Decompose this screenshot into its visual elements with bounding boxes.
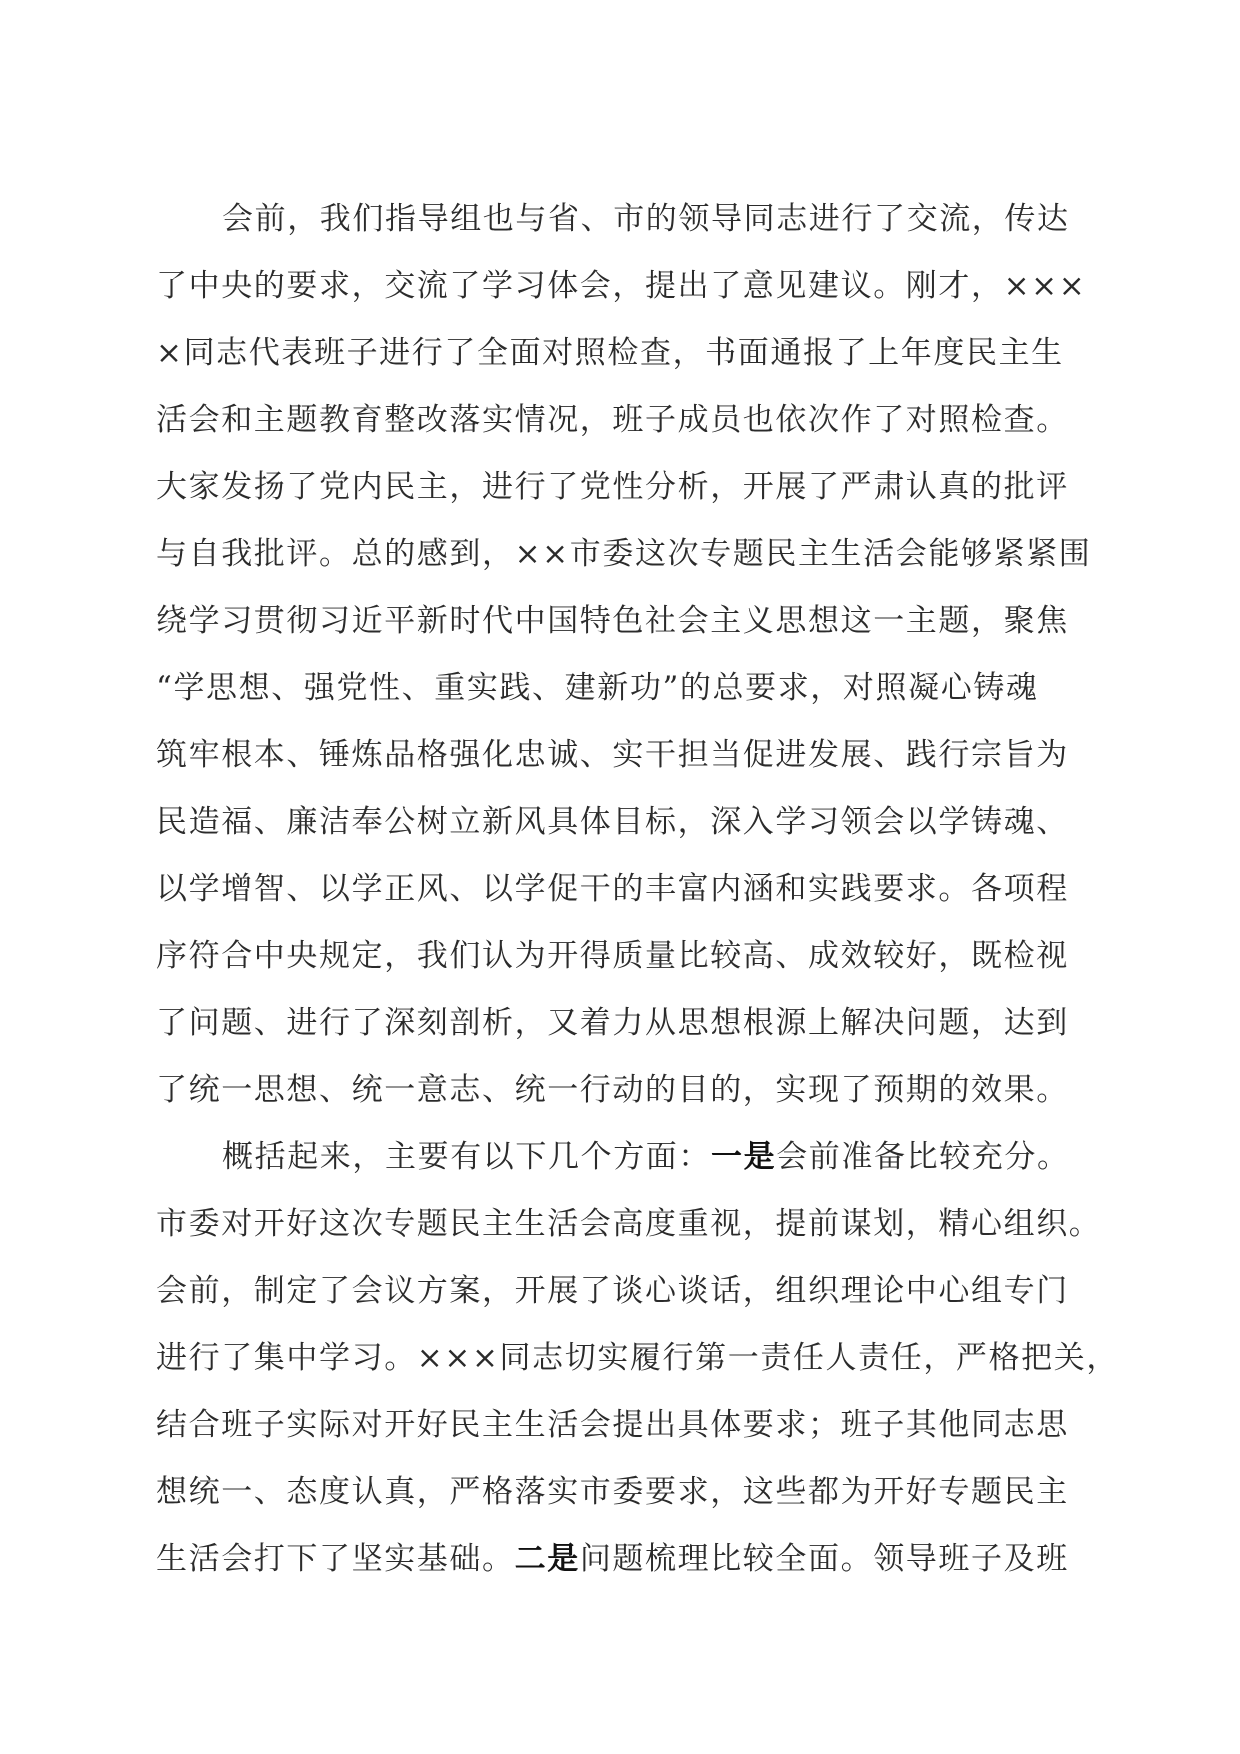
paragraph-2-line-2: 市委对开好这次专题民主生活会高度重视，提前谋划，精心组织。: [156, 1206, 1102, 1242]
paragraph-2-line-1-start: 概括起来，主要有以下几个方面：: [222, 1139, 711, 1175]
emphasis-second-point: 二是: [514, 1541, 580, 1577]
paragraph-2-line-3: 会前，制定了会议方案，开展了谈心谈话，组织理论中心组专门: [156, 1273, 1069, 1309]
emphasis-first-point: 一是: [711, 1139, 777, 1175]
paragraph-2-line-4: 进行了集中学习。×××同志切实履行第一责任人责任，严格把关，: [156, 1340, 1119, 1376]
paragraph-2-line-7: [156, 1526, 1091, 1593]
paragraph-1-line-3: ×同志代表班子进行了全面对照检查，书面通报了上年度民主生: [156, 335, 1064, 371]
paragraph-1-line-2: 了中央的要求，交流了学习体会，提出了意见建议。刚才，×××: [156, 268, 1087, 304]
paragraph-1-line-13: 了问题、进行了深刻剖析，又着力从思想根源上解决问题，达到: [156, 1005, 1069, 1041]
paragraph-1-line-9: 筑牢根本、锤炼品格强化忠诚、实干担当促进发展、践行宗旨为: [156, 737, 1069, 773]
paragraph-2-line-1-end: 会前准备比较充分。: [776, 1139, 1070, 1175]
paragraph-2-line-6: 想统一、态度认真，严格落实市委要求，这些都为开好专题民主: [156, 1474, 1069, 1510]
paragraph-2-line-7-start: 生活会打下了坚实基础。: [156, 1541, 515, 1577]
paragraph-1-line-7: 绕学习贯彻习近平新时代中国特色社会主义思想这一主题，聚焦: [156, 603, 1069, 639]
paragraph-1-line-14: 了统一思想、统一意志、统一行动的目的，实现了预期的效果。: [156, 1072, 1069, 1108]
paragraph-2-line-1: [156, 1124, 1091, 1191]
paragraph-2-line-5: 结合班子实际对开好民主生活会提出具体要求；班子其他同志思: [156, 1407, 1069, 1443]
document-body: [156, 186, 1119, 1593]
paragraph-1-line-10: 民造福、廉洁奉公树立新风具体目标，深入学习领会以学铸魂、: [156, 804, 1069, 840]
paragraph-1-line-12: 序符合中央规定，我们认为开得质量比较高、成效较好，既检视: [156, 938, 1069, 974]
paragraph-1-line-8: “学思想、强党性、重实践、建新功”的总要求，对照凝心铸魂: [156, 670, 1039, 706]
paragraph-1-line-5: 大家发扬了党内民主，进行了党性分析，开展了严肃认真的批评: [156, 469, 1069, 505]
paragraph-2-line-7-end: 问题梳理比较全面。领导班子及班: [579, 1541, 1069, 1577]
paragraph-1-line-4: 活会和主题教育整改落实情况，班子成员也依次作了对照检查。: [156, 402, 1069, 438]
paragraph-1-line-11: 以学增智、以学正风、以学促干的丰富内涵和实践要求。各项程: [156, 871, 1069, 907]
paragraph-1-line-6: 与自我批评。总的感到，××市委这次专题民主生活会能够紧紧围: [156, 536, 1092, 572]
paragraph-1-line-1: 会前，我们指导组也与省、市的领导同志进行了交流，传达: [222, 201, 1070, 237]
